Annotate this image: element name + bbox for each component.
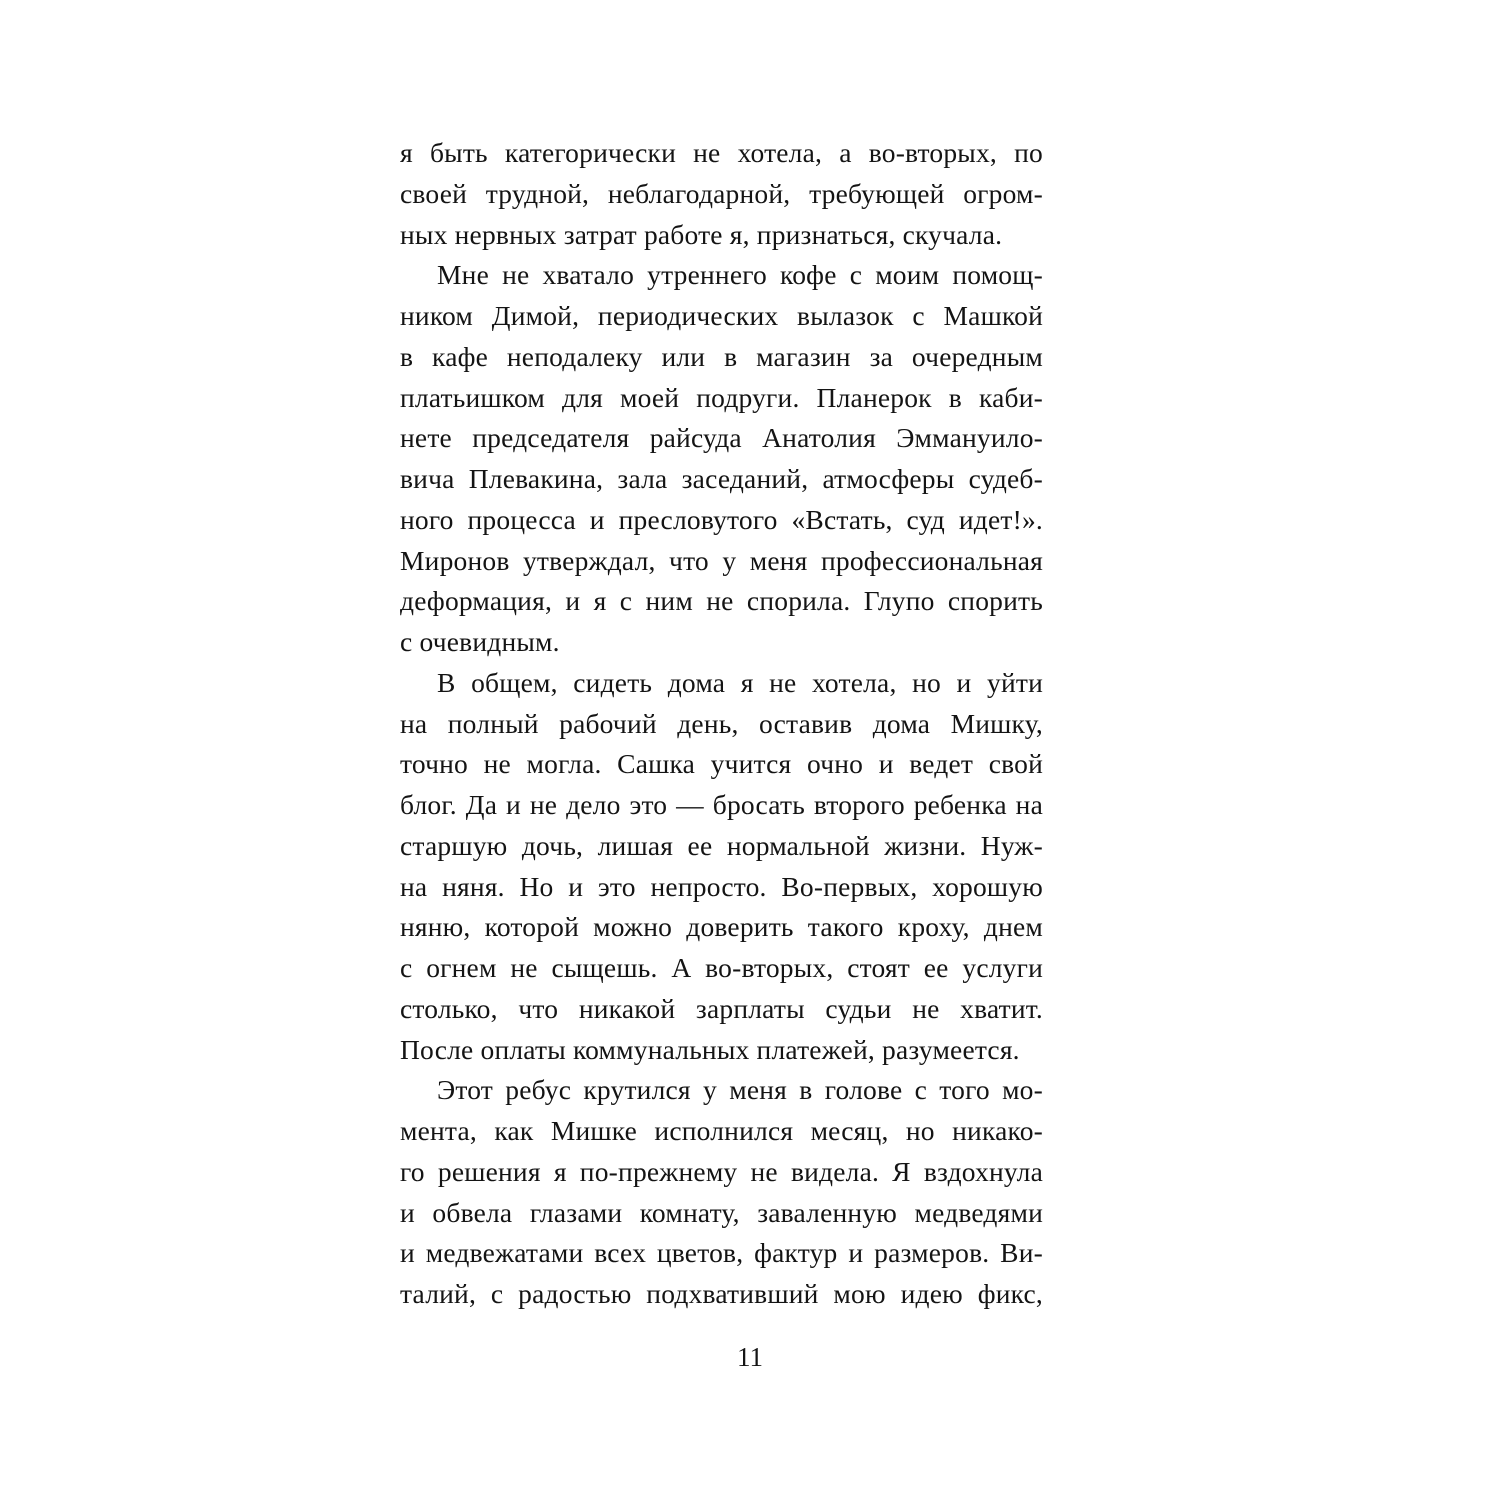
text-line: я быть категорически не хотела, а во-вторых, по: [400, 137, 1043, 168]
text-line: на няня. Но и это непросто. Во-первых, хорошую: [400, 870, 1043, 902]
text-line: ного процесса и пресловутого «Встать, суд идет!».: [400, 503, 1043, 535]
text-line: вича Плевакина, зала заседаний, атмосферы судеб-: [400, 463, 1043, 494]
text-line: го решения я по-прежнему не видела. Я вздохнула: [400, 1155, 1043, 1187]
text-line: Этот ребус крутился у меня в голове с того мо-: [437, 1074, 1043, 1106]
text-line: ных нервных затрат работе я, признаться, скучала.: [400, 218, 1003, 250]
text-line: в кафе неподалеку или в магазин за очередным: [400, 340, 1043, 372]
text-line: старшую дочь, лишая ее нормальной жизни. Нуж-: [400, 829, 1043, 861]
body-text: [400, 133, 1043, 1315]
text-line: Миронов утверждал, что у меня профессиональная: [400, 544, 1043, 576]
text-line: ником Димой, периодических вылазок с Машкой: [400, 300, 1043, 331]
text-line: няню, которой можно доверить такого кроху, днем: [400, 911, 1043, 943]
text-line: столько, что никакой зарплаты судьи не хватит.: [400, 992, 1043, 1024]
text-line: После оплаты коммунальных платежей, разумеется.: [400, 1033, 1020, 1065]
text-line: с огнем не сыщешь. А во-вторых, стоят ее услуги: [400, 952, 1043, 983]
text-line: деформация, и я с ним не спорила. Глупо спорить: [400, 585, 1043, 617]
text-line: и медвежатами всех цветов, фактур и размеров. Ви-: [400, 1237, 1043, 1269]
text-line: своей трудной, неблагодарной, требующей огром-: [400, 177, 1043, 209]
text-line: и обвела глазами комнату, заваленную медведями: [400, 1196, 1043, 1228]
text-line: платьишком для моей подруги. Планерок в каби-: [400, 381, 1043, 413]
text-line: мента, как Мишке исполнился месяц, но никако-: [400, 1115, 1043, 1146]
text-line: блог. Да и не дело это — бросать второго ребенка на: [400, 789, 1043, 820]
text-line: на полный рабочий день, оставив дома Мишку,: [400, 707, 1043, 739]
text-line: талий, с радостью подхвативший мою идею фикс,: [400, 1278, 1043, 1309]
text-line: нете председателя райсуда Анатолия Эммануило-: [400, 422, 1043, 454]
text-line: точно не могла. Сашка учится очно и ведет свой: [400, 748, 1043, 780]
page-number: 11: [737, 1342, 763, 1372]
text-line: В общем, сидеть дома я не хотела, но и уйти: [437, 666, 1043, 698]
text-line: с очевидным.: [400, 626, 560, 657]
text-line: Мне не хватало утреннего кофе с моим помощ-: [437, 259, 1043, 291]
